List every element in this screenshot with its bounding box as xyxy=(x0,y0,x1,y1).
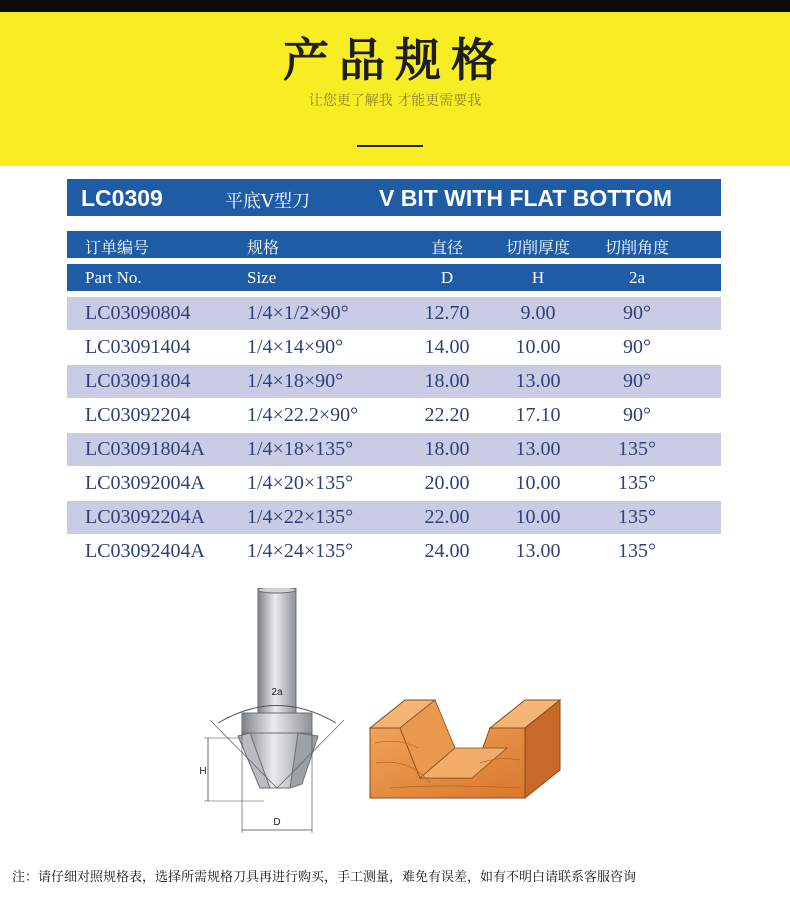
top-black-bar xyxy=(0,0,790,12)
cut-height: 10.00 xyxy=(515,336,561,358)
bit-body xyxy=(242,713,312,733)
cut-height: 13.00 xyxy=(515,438,561,460)
table-row xyxy=(67,501,721,534)
cut-angle: 135° xyxy=(618,540,656,562)
cut-angle: 135° xyxy=(618,438,656,460)
column-header: H xyxy=(531,268,545,287)
diameter: 20.00 xyxy=(424,472,470,494)
part-number: LC03090804 xyxy=(85,302,191,324)
column-header: Size xyxy=(247,268,277,287)
router-bit-diagram xyxy=(190,588,590,838)
cut-height: 10.00 xyxy=(515,472,561,494)
diameter: 22.20 xyxy=(424,404,470,426)
column-headers-cn xyxy=(67,231,721,258)
size: 1/4×20×135° xyxy=(247,472,354,494)
table-row xyxy=(67,399,721,432)
cut-height: 10.00 xyxy=(515,506,561,528)
column-header: 订单编号 xyxy=(85,238,150,257)
size: 1/4×24×135° xyxy=(247,540,354,562)
angle-label: 2a xyxy=(271,687,283,698)
diameter-label: D xyxy=(273,817,281,828)
size: 1/4×22.2×90° xyxy=(247,404,359,426)
size: 1/4×1/2×90° xyxy=(247,302,349,324)
part-number: LC03092204 xyxy=(85,404,191,426)
part-number: LC03091804A xyxy=(85,438,205,460)
footnote: 注：请仔细对照规格表，选择所需规格刀具再进行购买，手工测量，难免有误差，如有不明白请联系客服咨询 xyxy=(12,870,637,885)
size: 1/4×18×90° xyxy=(247,370,344,392)
title-underline xyxy=(357,145,423,147)
product-header xyxy=(67,179,721,216)
page-title: 产品规格 xyxy=(283,33,507,87)
cut-height: 17.10 xyxy=(515,404,561,426)
column-header: 切削角度 xyxy=(604,238,669,257)
cut-angle: 90° xyxy=(623,404,651,426)
cut-height: 13.00 xyxy=(515,540,561,562)
cut-angle: 135° xyxy=(618,506,656,528)
cut-height: 13.00 xyxy=(515,370,561,392)
part-number: LC03091804 xyxy=(85,370,191,392)
cut-angle: 90° xyxy=(623,370,651,392)
size: 1/4×18×135° xyxy=(247,438,354,460)
cut-angle: 90° xyxy=(623,336,651,358)
diameter: 18.00 xyxy=(424,438,470,460)
cut-angle: 135° xyxy=(618,472,656,494)
size: 1/4×14×90° xyxy=(247,336,344,358)
part-number: LC03092404A xyxy=(85,540,205,562)
wood-block-illustration xyxy=(370,700,560,798)
diameter: 14.00 xyxy=(424,336,470,358)
table-row xyxy=(67,535,721,568)
part-number: LC03091404 xyxy=(85,336,191,358)
column-header: 直径 xyxy=(430,238,463,257)
table-row xyxy=(67,331,721,364)
product-name-cn: 平底V型刀 xyxy=(225,191,310,212)
column-headers-en xyxy=(67,264,721,291)
product-code: LC0309 xyxy=(81,185,163,211)
table-row xyxy=(67,297,721,330)
size: 1/4×22×135° xyxy=(247,506,354,528)
diameter: 18.00 xyxy=(424,370,470,392)
height-label: H xyxy=(199,766,207,777)
diameter: 22.00 xyxy=(424,506,470,528)
column-header: Part No. xyxy=(85,268,142,287)
column-header: D xyxy=(440,268,454,287)
diameter: 24.00 xyxy=(424,540,470,562)
column-header: 规格 xyxy=(247,238,280,257)
table-row xyxy=(67,467,721,500)
diameter: 12.70 xyxy=(424,302,470,324)
part-number: LC03092204A xyxy=(85,506,205,528)
cut-angle: 90° xyxy=(623,302,651,324)
table-row xyxy=(67,433,721,466)
table-row xyxy=(67,365,721,398)
cut-height: 9.00 xyxy=(520,302,556,324)
column-header: 2a xyxy=(628,268,646,287)
part-number: LC03092004A xyxy=(85,472,205,494)
product-name-en: V BIT WITH FLAT BOTTOM xyxy=(379,185,672,211)
page-subtitle: 让您更了解我 才能更需要我 xyxy=(308,93,482,109)
column-header: 切削厚度 xyxy=(505,238,570,257)
